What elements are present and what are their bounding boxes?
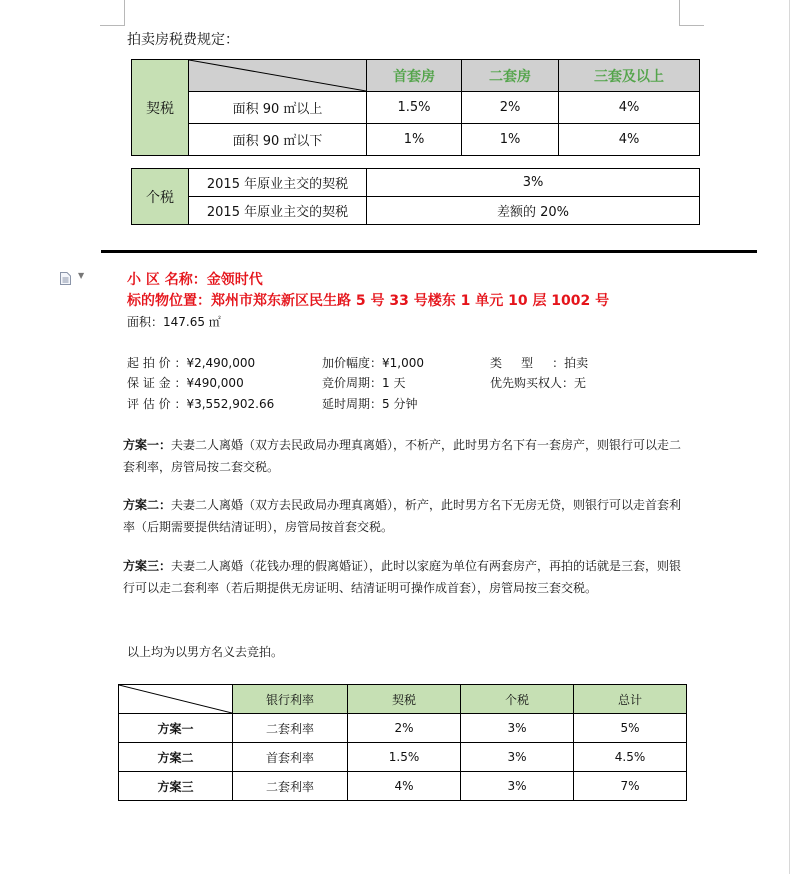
table-cell: 1.5% [348,743,461,772]
income-tax-table [131,168,700,225]
property-name: 小 区 名称：金领时代 [127,272,263,288]
deed-tax-title: 契税 [132,60,189,156]
plan-title: 方案三： [123,559,172,573]
table-row [119,772,687,801]
col-deed-tax: 契税 [348,685,461,714]
priority-buyer: 优先购买权人：无 [490,376,587,390]
row-label: 面积 90 ㎡以上 [189,92,367,124]
row-label: 2015 年原业主交的契税 [189,169,367,197]
col-second-home: 二套房 [462,60,559,92]
table-cell: 3% [461,743,574,772]
plan-two [123,494,683,538]
diagonal-header-cell [119,685,233,714]
table-cell: 2% [348,714,461,743]
auction-type: 类 型 ：拍卖 [490,356,589,370]
col-first-home: 首套房 [367,60,462,92]
row-label: 方案三 [119,772,233,801]
plan-title: 方案二： [123,498,172,512]
section-divider [101,250,757,253]
col-third-home: 三套及以上 [559,60,700,92]
plan-text: 夫妻二人离婚（双方去民政局办理真离婚），不析产，此时男方名下有一套房产，则银行可以走二套利率，房管局按二套交税。 [123,438,682,474]
corner-mark-left-h [100,25,125,26]
dropdown-arrow-icon[interactable]: ▼ [78,271,85,280]
table-cell: 首套利率 [233,743,348,772]
table-cell: 1% [367,124,462,156]
table-cell: 4% [559,124,700,156]
plan-summary-table [118,684,687,801]
bid-note: 以上均为以男方名义去竞拍。 [127,645,284,659]
corner-mark-right [679,0,680,26]
deed-tax-table [131,59,700,156]
corner-mark-left [124,0,125,26]
plan-text: 夫妻二人离婚（双方去民政局办理真离婚），析产，此时男方名下无房无贷，则银行可以走首套利率（后期需要提供结清证明），房管局按首套交税。 [123,498,682,534]
col-bank-rate: 银行利率 [233,685,348,714]
diagonal-header-cell [189,60,367,92]
table-cell: 1.5% [367,92,462,124]
table-cell: 5% [574,714,687,743]
start-price: 起 拍 价 ：¥2,490,000 [127,356,256,370]
row-label: 方案二 [119,743,233,772]
deposit: 保 证 金 ：¥490,000 [127,376,244,390]
table-cell: 3% [461,714,574,743]
row-label: 2015 年原业主交的契税 [189,197,367,225]
extension-period: 延时周期：5 分钟 [322,397,418,411]
table-cell: 7% [574,772,687,801]
table-cell: 二套利率 [233,772,348,801]
page-scroll-edge [789,0,790,874]
table-cell: 3% [367,169,700,197]
document-icon[interactable] [60,270,71,283]
table-cell: 二套利率 [233,714,348,743]
table-cell: 1% [462,124,559,156]
plan-three [123,555,683,599]
col-income-tax: 个税 [461,685,574,714]
corner-mark-right-h [679,25,704,26]
property-location: 标的物位置：郑州市郑东新区民生路 5 号 33 号楼东 1 单元 10 层 1002 号 [127,293,610,309]
tax-rules-heading: 拍卖房税费规定： [127,32,239,48]
plan-title: 方案一： [123,438,172,452]
property-area: 面积：147.65 ㎡ [127,315,221,329]
plan-text: 夫妻二人离婚（花钱办理的假离婚证），此时以家庭为单位有两套房产，再拍的话就是三套，则银行可以走二套利率（若后期提供无房证明、结清证明可操作成首套），房管局按三套交税。 [123,559,682,595]
row-label: 方案一 [119,714,233,743]
income-tax-title: 个税 [132,169,189,225]
row-label: 面积 90 ㎡以下 [189,124,367,156]
table-cell: 2% [462,92,559,124]
bid-period: 竞价周期：1 天 [322,376,406,390]
table-cell: 3% [461,772,574,801]
plan-one [123,434,683,478]
table-cell: 差额的 20% [367,197,700,225]
bid-increment: 加价幅度：¥1,000 [322,356,424,370]
table-cell: 4.5% [574,743,687,772]
table-cell: 4% [348,772,461,801]
table-cell: 4% [559,92,700,124]
table-row [119,743,687,772]
col-total: 总计 [574,685,687,714]
appraised-price: 评 估 价 ：¥3,552,902.66 [127,397,275,411]
table-row [119,714,687,743]
